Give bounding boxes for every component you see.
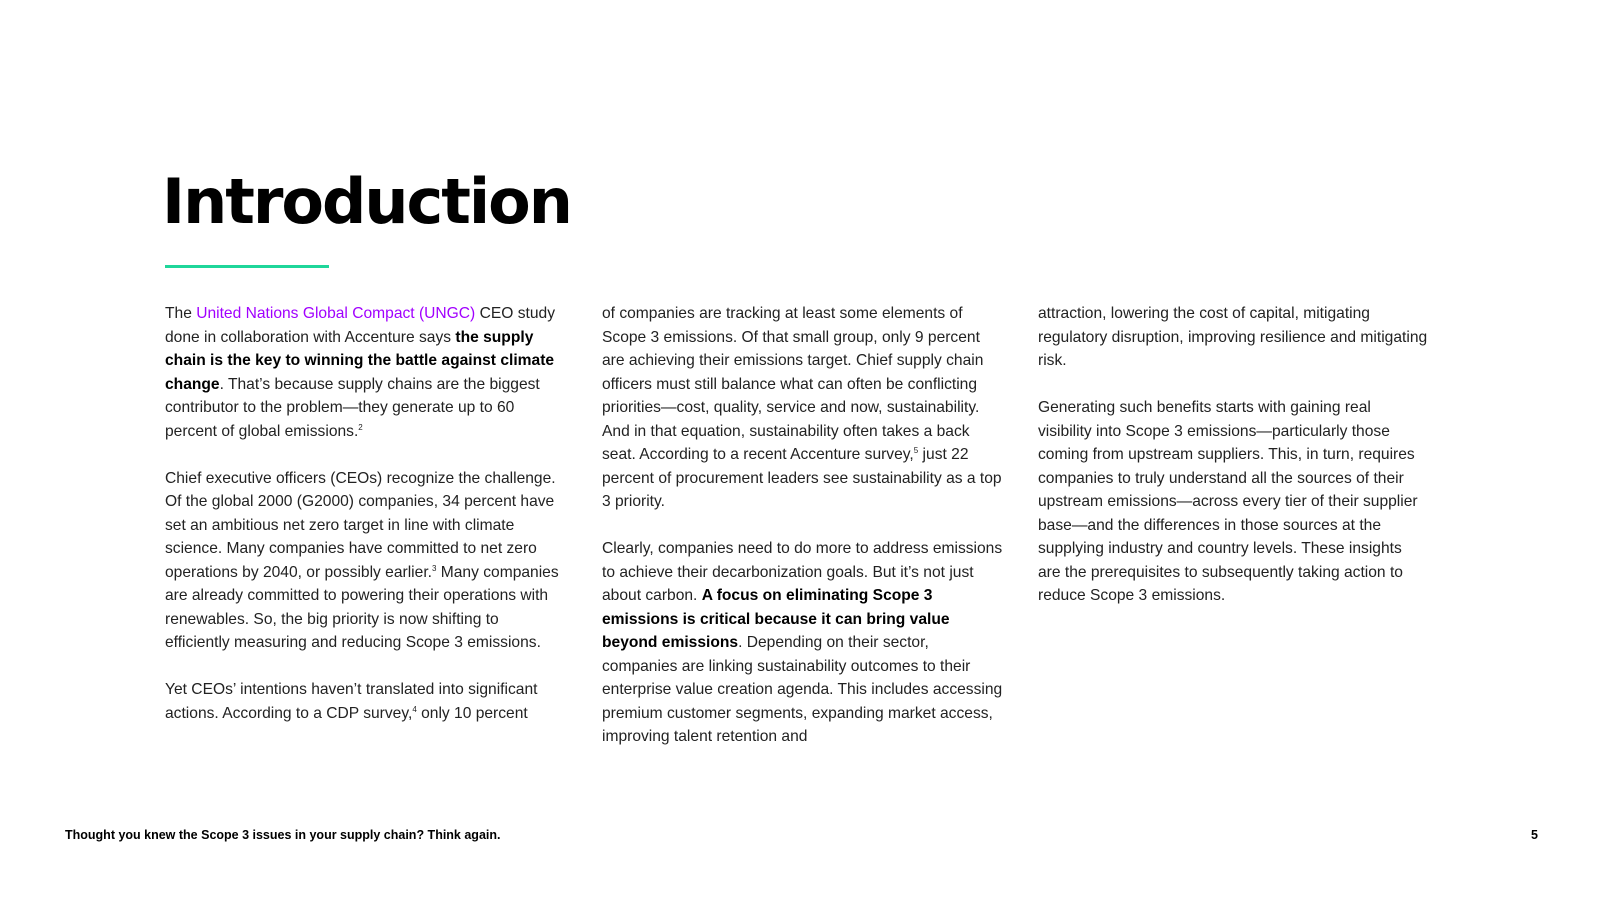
text: of companies are tracking at least some elements of Scope 3 emissions. Of that small group, only 9 percent are achieving their emissions target. Chief supply chain officers must still balance what can often be conflicting priorities—cost, quality, service and now, sustainability. And in that equation, sustainability often takes a back seat. According to a recent Accenture survey, bbox=[602, 305, 984, 463]
paragraph-attraction: attraction, lowering the cost of capital, mitigating regulatory disruption, improving resilience and mitigating risk. bbox=[1038, 305, 1428, 369]
page-title: Introduction bbox=[162, 165, 571, 238]
footnote-ref-4[interactable]: 4 bbox=[412, 704, 417, 714]
text: only 10 percent bbox=[416, 704, 528, 722]
text: Many companies are already committed to powering their operations with renewables. So, the big priority is now shifting to efficiently measuring and reducing Scope 3 emissions. bbox=[165, 563, 559, 651]
bold-text: A focus on eliminating Scope 3 emissions is critical because it can bring value beyond emissions bbox=[602, 587, 950, 651]
text: Yet CEOs’ intentions haven’t translated into significant actions. According to a CDP survey, bbox=[165, 681, 538, 722]
footnote-ref-2[interactable]: 2 bbox=[358, 422, 363, 432]
footnote-ref-3[interactable]: 3 bbox=[431, 563, 437, 573]
text: CEO study done in collaboration with Accenture says bbox=[165, 305, 555, 346]
text: . That’s because supply chains are the biggest contributor to the problem—they generate up to 60 percent of global emissions. bbox=[165, 375, 540, 440]
paragraph-tracking bbox=[602, 302, 1006, 514]
text: The bbox=[165, 305, 197, 322]
text: Clearly, companies need to do more to address emissions to achieve their decarbonization goals. But it’s not just about carbon. bbox=[602, 540, 1003, 604]
title-underline bbox=[165, 265, 329, 268]
paragraph-clearly bbox=[602, 537, 1006, 749]
page-number: 5 bbox=[1531, 828, 1538, 842]
paragraph-cdp bbox=[165, 678, 565, 725]
text: . Depending on their sector, companies are linking sustainability outcomes to their enterprise value creation agenda. This includes accessing premium customer segments, expanding market access, improving talent retention and bbox=[602, 634, 1003, 745]
footnote-ref-5[interactable]: 5 bbox=[913, 445, 919, 455]
bold-text: the supply chain is the key to winning the battle against climate change bbox=[165, 328, 555, 393]
text: Chief executive officers (CEOs) recognize the challenge. Of the global 2000 (G2000) companies, 34 percent have set an ambitious net zero target in line with climate science. Many companies have committed to net zero operations by 2040, or possibly earlier. bbox=[165, 469, 556, 581]
text: just 22 percent of procurement leaders see sustainability as a top 3 priority. bbox=[602, 446, 1002, 510]
paragraph-ungc bbox=[165, 302, 565, 443]
column-3 bbox=[1038, 302, 1428, 631]
column-1 bbox=[165, 302, 565, 749]
column-2 bbox=[602, 302, 1006, 772]
ungc-link[interactable]: United Nations Global Compact (UNGC) bbox=[196, 305, 476, 322]
paragraph-generating: Generating such benefits starts with gaining real visibility into Scope 3 emissions—particularly those coming from upstream suppliers. This, in turn, requires companies to truly understand all the sources of their upstream emissions—across every tier of their supplier base—and the differences in those sources at the supplying industry and country levels. These insights are the prerequisites to subsequently taking action to reduce Scope 3 emissions. bbox=[1038, 399, 1418, 604]
paragraph-ceos bbox=[165, 467, 565, 655]
footer-text: Thought you knew the Scope 3 issues in your supply chain? Think again. bbox=[65, 828, 501, 842]
